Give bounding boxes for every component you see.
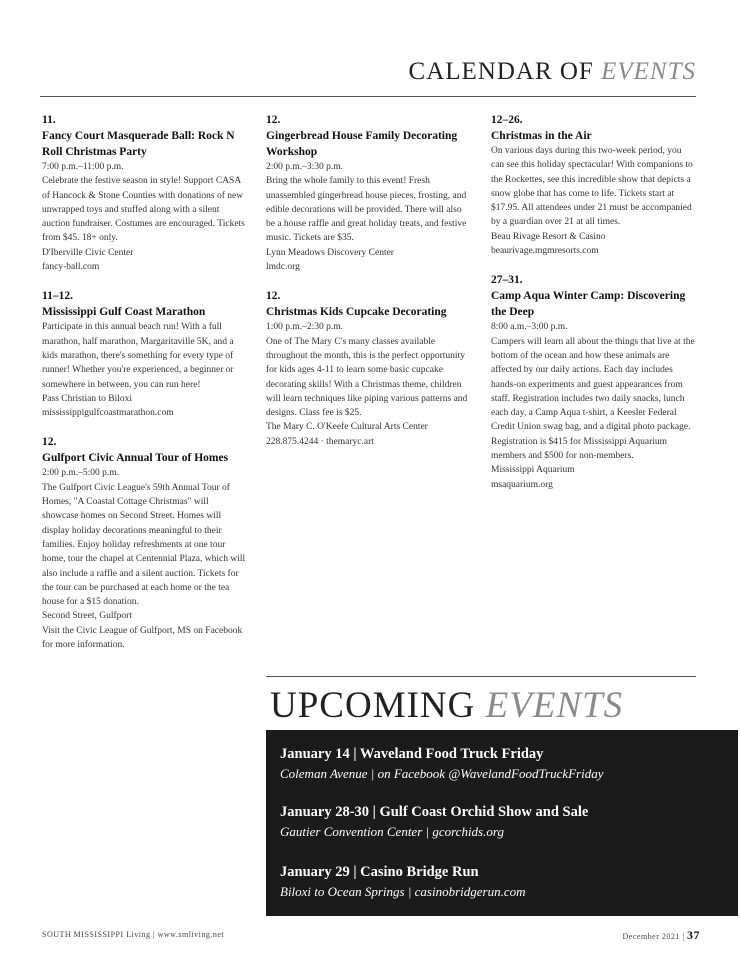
upcoming-title-accent: EVENTS xyxy=(485,685,624,726)
event-description: Celebrate the festive season in style! Support CASA of Hancock & Stone Counties with donations of new unwrapped toys and stuffed along with a silent auction fundraiser. Costumes are encouraged. Tickets from $45. 18+ only. xyxy=(42,176,245,244)
page-number: 37 xyxy=(687,928,700,942)
upcoming-events-box xyxy=(266,730,738,916)
events-column-1 xyxy=(42,112,247,666)
event-entry xyxy=(266,112,471,274)
event-venue: Beau Rivage Resort & Casino xyxy=(491,231,606,242)
event-note: Visit the Civic League of Gulfport, MS on Facebook for more information. xyxy=(42,625,243,651)
upcoming-item xyxy=(280,802,588,841)
event-date: 27–31. xyxy=(491,274,523,287)
event-description: Participate in this annual beach run! With a full marathon, half marathon, Margaritaville 5K, and a kids marathon, there's something for every type of runner! Whether you're experienced, a beginner or somewhere in between, you can run here! xyxy=(42,322,234,390)
event-description: On various days during this two-week period, you can see this holiday spectacular! With companions to the Rockettes, see this incredible show that depicts a snow globe that has come to life. Tickets start at $17.95. All attendees under 21 must be accompanied by a guardian over 21 at all times. xyxy=(491,146,693,228)
event-link[interactable]: mississippigulfcoastmarathon.com xyxy=(42,408,174,419)
event-entry xyxy=(266,288,471,449)
upcoming-headline: January 29 | Casino Bridge Run xyxy=(280,864,479,880)
event-entry xyxy=(491,272,696,492)
event-venue: Mississippi Aquarium xyxy=(491,465,575,476)
event-link[interactable]: 228.875.4244 · themaryc.art xyxy=(266,436,374,447)
upcoming-headline: January 28-30 | Gulf Coast Orchid Show and Sale xyxy=(280,804,589,820)
event-description: Campers will learn all about the things that live at the bottom of the ocean and how these animals are affected by our daily actions. Each day includes hands-on experiments and guest appearances from staff. Registration includes two daily snacks, lunch each day, a Camp Aqua t-shirt, a Keesler Federal Credit Union swag bag, and a digital photo package. Registration is $415 for Mississippi Aquarium members and $500 for non-members. xyxy=(491,336,695,462)
event-title: Gulfport Civic Annual Tour of Homes xyxy=(42,452,229,465)
upcoming-divider xyxy=(266,676,696,677)
page-title xyxy=(409,58,696,86)
upcoming-title-main: UPCOMING xyxy=(270,685,486,726)
event-date: 12. xyxy=(42,436,57,449)
event-time: 2:00 p.m.–5:00 p.m. xyxy=(42,468,120,479)
upcoming-item xyxy=(280,862,526,901)
event-date: 12. xyxy=(266,290,281,303)
upcoming-headline: January 14 | Waveland Food Truck Friday xyxy=(280,746,544,762)
event-title: Christmas in the Air xyxy=(491,130,592,142)
event-link[interactable]: fancy-ball.com xyxy=(42,262,100,273)
event-description: One of The Mary C's many classes available throughout the month, this is the perfect opportunity for kids ages 4-11 to learn some basic cupcake decorating skills! With a Christmas theme, children will learn techniques like piping various patterns and designs. Class fee is $25. xyxy=(266,336,468,419)
upcoming-item xyxy=(280,744,604,783)
event-time: 1:00 p.m.–2:30 p.m. xyxy=(266,322,344,333)
event-venue: D'Iberville Civic Center xyxy=(42,247,134,258)
footer-publication: SOUTH MISSISSIPPI Living | www.smliving.net xyxy=(42,930,225,939)
event-entry xyxy=(491,112,696,258)
upcoming-subline: Coleman Avenue | on Facebook @WavelandFoodTruckFriday xyxy=(280,766,604,781)
event-entry xyxy=(42,288,247,420)
event-title: Camp Aqua Winter Camp: Discovering the Deep xyxy=(491,290,686,319)
event-link[interactable]: msaquarium.org xyxy=(491,479,553,490)
event-date: 12. xyxy=(266,114,281,126)
event-venue: Second Street, Gulfport xyxy=(42,611,132,622)
event-description: Bring the whole family to this event! Fresh unassembled gingerbread house pieces, frosting, and edible decorations will be provided. There will also be a house raffle and great holiday treats, and festive music. Tickets are $35. xyxy=(266,176,467,244)
event-title: Gingerbread House Family Decorating Workshop xyxy=(266,130,458,158)
event-title: Mississippi Gulf Coast Marathon xyxy=(42,306,206,319)
upcoming-subline: Biloxi to Ocean Springs | casinobridgerun.com xyxy=(280,884,526,899)
footer-date: December 2021 | xyxy=(622,932,685,941)
event-description: The Gulfport Civic League's 59th Annual Tour of Homes, "A Coastal Cottage Christmas" will showcase homes on Second Street. Homes will display holiday decorations meaningful to their families. Enjoy holiday refreshments at one tour home, tour the chapel at Centennial Plaza, which will also include a raffle and a silent auction. Tickets for the tour can be purchased at each home or the tea house for a $15 donation. xyxy=(42,482,246,608)
footer-issue xyxy=(623,928,700,943)
event-time: 2:00 p.m.–3:30 p.m. xyxy=(266,162,344,172)
upcoming-title xyxy=(270,684,623,727)
event-date: 12–26. xyxy=(491,114,523,126)
event-venue: Lynn Meadows Discovery Center xyxy=(266,247,394,258)
event-title: Fancy Court Masquerade Ball: Rock N Roll Christmas Party xyxy=(42,130,235,158)
event-date: 11. xyxy=(42,114,56,126)
event-title: Christmas Kids Cupcake Decorating xyxy=(266,306,447,319)
upcoming-subline: Gautier Convention Center | gcorchids.org xyxy=(280,824,504,839)
event-link[interactable]: beaurivage.mgmresorts.com xyxy=(491,246,599,257)
page-title-main: CALENDAR OF xyxy=(408,58,602,85)
event-time: 7:00 p.m.–11:00 p.m. xyxy=(42,162,124,172)
event-entry xyxy=(42,112,247,274)
events-column-3 xyxy=(491,112,696,506)
page-title-accent: EVENTS xyxy=(601,58,696,85)
event-venue: The Mary C. O'Keefe Cultural Arts Center xyxy=(266,422,428,433)
event-venue: Pass Christian to Biloxi xyxy=(42,393,132,404)
event-date: 11–12. xyxy=(42,290,73,303)
event-time: 8:00 a.m.–3:00 p.m. xyxy=(491,322,568,333)
header-divider xyxy=(40,96,696,97)
event-link[interactable]: lmdc.org xyxy=(266,262,300,273)
events-column-2 xyxy=(266,112,471,463)
event-entry xyxy=(42,434,247,652)
